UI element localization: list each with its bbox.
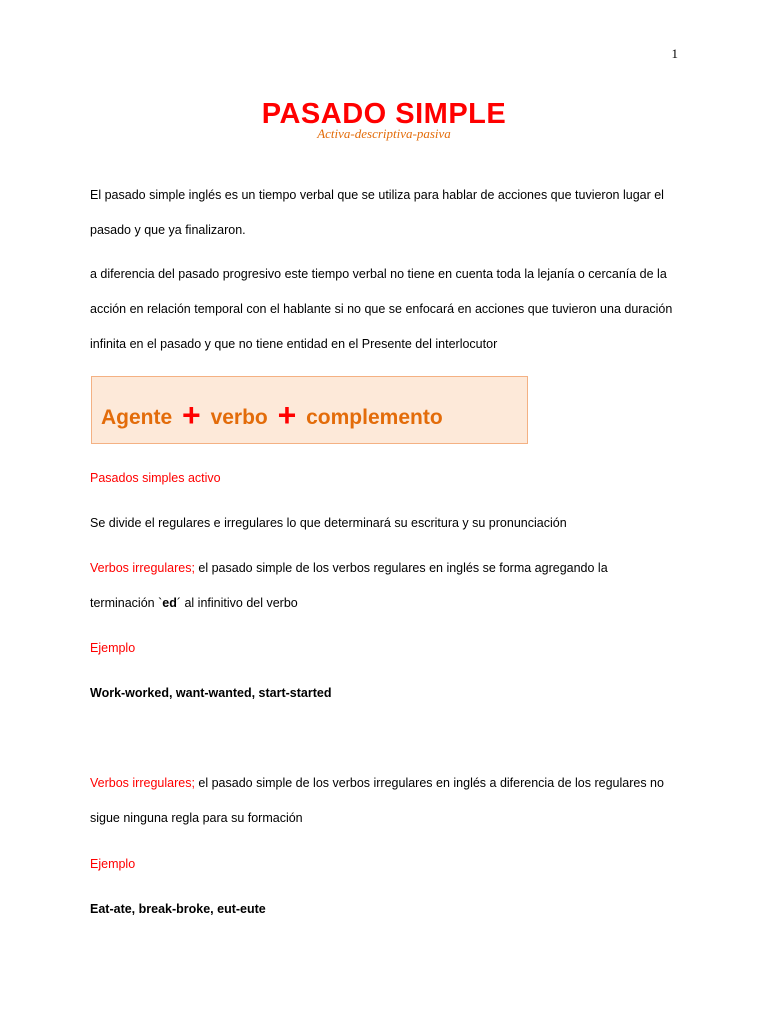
regular-verbs-line-1 — [90, 561, 690, 575]
regular-verbs-text-a: el pasado simple de los verbos regulares en inglés se forma agregando la — [194, 561, 608, 575]
irregular-verbs-line-1 — [90, 776, 690, 790]
irregular-example: Eat-ate, break-broke, eut-eute — [90, 902, 266, 916]
regular-verbs-suffix: ed — [162, 596, 177, 610]
formula-agent: Agente — [101, 406, 173, 429]
regular-verbs-text-b-pre: terminación ` — [90, 596, 163, 610]
irregular-verbs-text-a: el pasado simple de los verbos irregulares en inglés a diferencia de los regulares no — [194, 776, 664, 790]
irregular-verbs-line-2: sigue ninguna regla para su formación — [90, 811, 303, 825]
regular-verbs-line-2 — [90, 596, 690, 610]
intro-paragraph-1: El pasado simple inglés es un tiempo verbal que se utiliza para hablar de acciones que tuvieron lugar el pasado y que ya finalizaron. — [90, 188, 664, 237]
formula-box — [91, 376, 528, 444]
page-subtitle: Activa-descriptiva-pasiva — [317, 126, 451, 141]
formula-complement: complemento — [306, 406, 443, 429]
page-number: 1 — [671, 46, 678, 61]
formula-plus-1: + — [182, 397, 201, 433]
regular-verbs-text-b-post: ´ al infinitivo del verbo — [176, 596, 298, 610]
formula — [101, 395, 443, 432]
section-active-text: Se divide el regulares e irregulares lo que determinará su escritura y su pronunciación — [90, 516, 567, 530]
irregular-example-label: Ejemplo — [90, 857, 136, 871]
regular-example-label: Ejemplo — [90, 641, 136, 655]
formula-plus-2: + — [277, 397, 297, 433]
irregular-verbs-label: Verbos irregulares; — [90, 776, 195, 790]
regular-example: Work-worked, want-wanted, start-started — [90, 686, 332, 700]
intro-paragraph-2: a diferencia del pasado progresivo este tiempo verbal no tiene en cuenta toda la lejanía o cercanía de la acción en relación temporal con el hablante si no que se enfocará en acciones que tuvieron una duración infinita en el pasado y que no tiene entidad en el Presente del interlocutor — [90, 267, 673, 351]
regular-verbs-label: Verbos irregulares; — [90, 561, 195, 575]
page-title: PASADO SIMPLE — [261, 98, 507, 130]
formula-verb: verbo — [210, 406, 268, 429]
section-heading-active: Pasados simples activo — [90, 471, 221, 485]
